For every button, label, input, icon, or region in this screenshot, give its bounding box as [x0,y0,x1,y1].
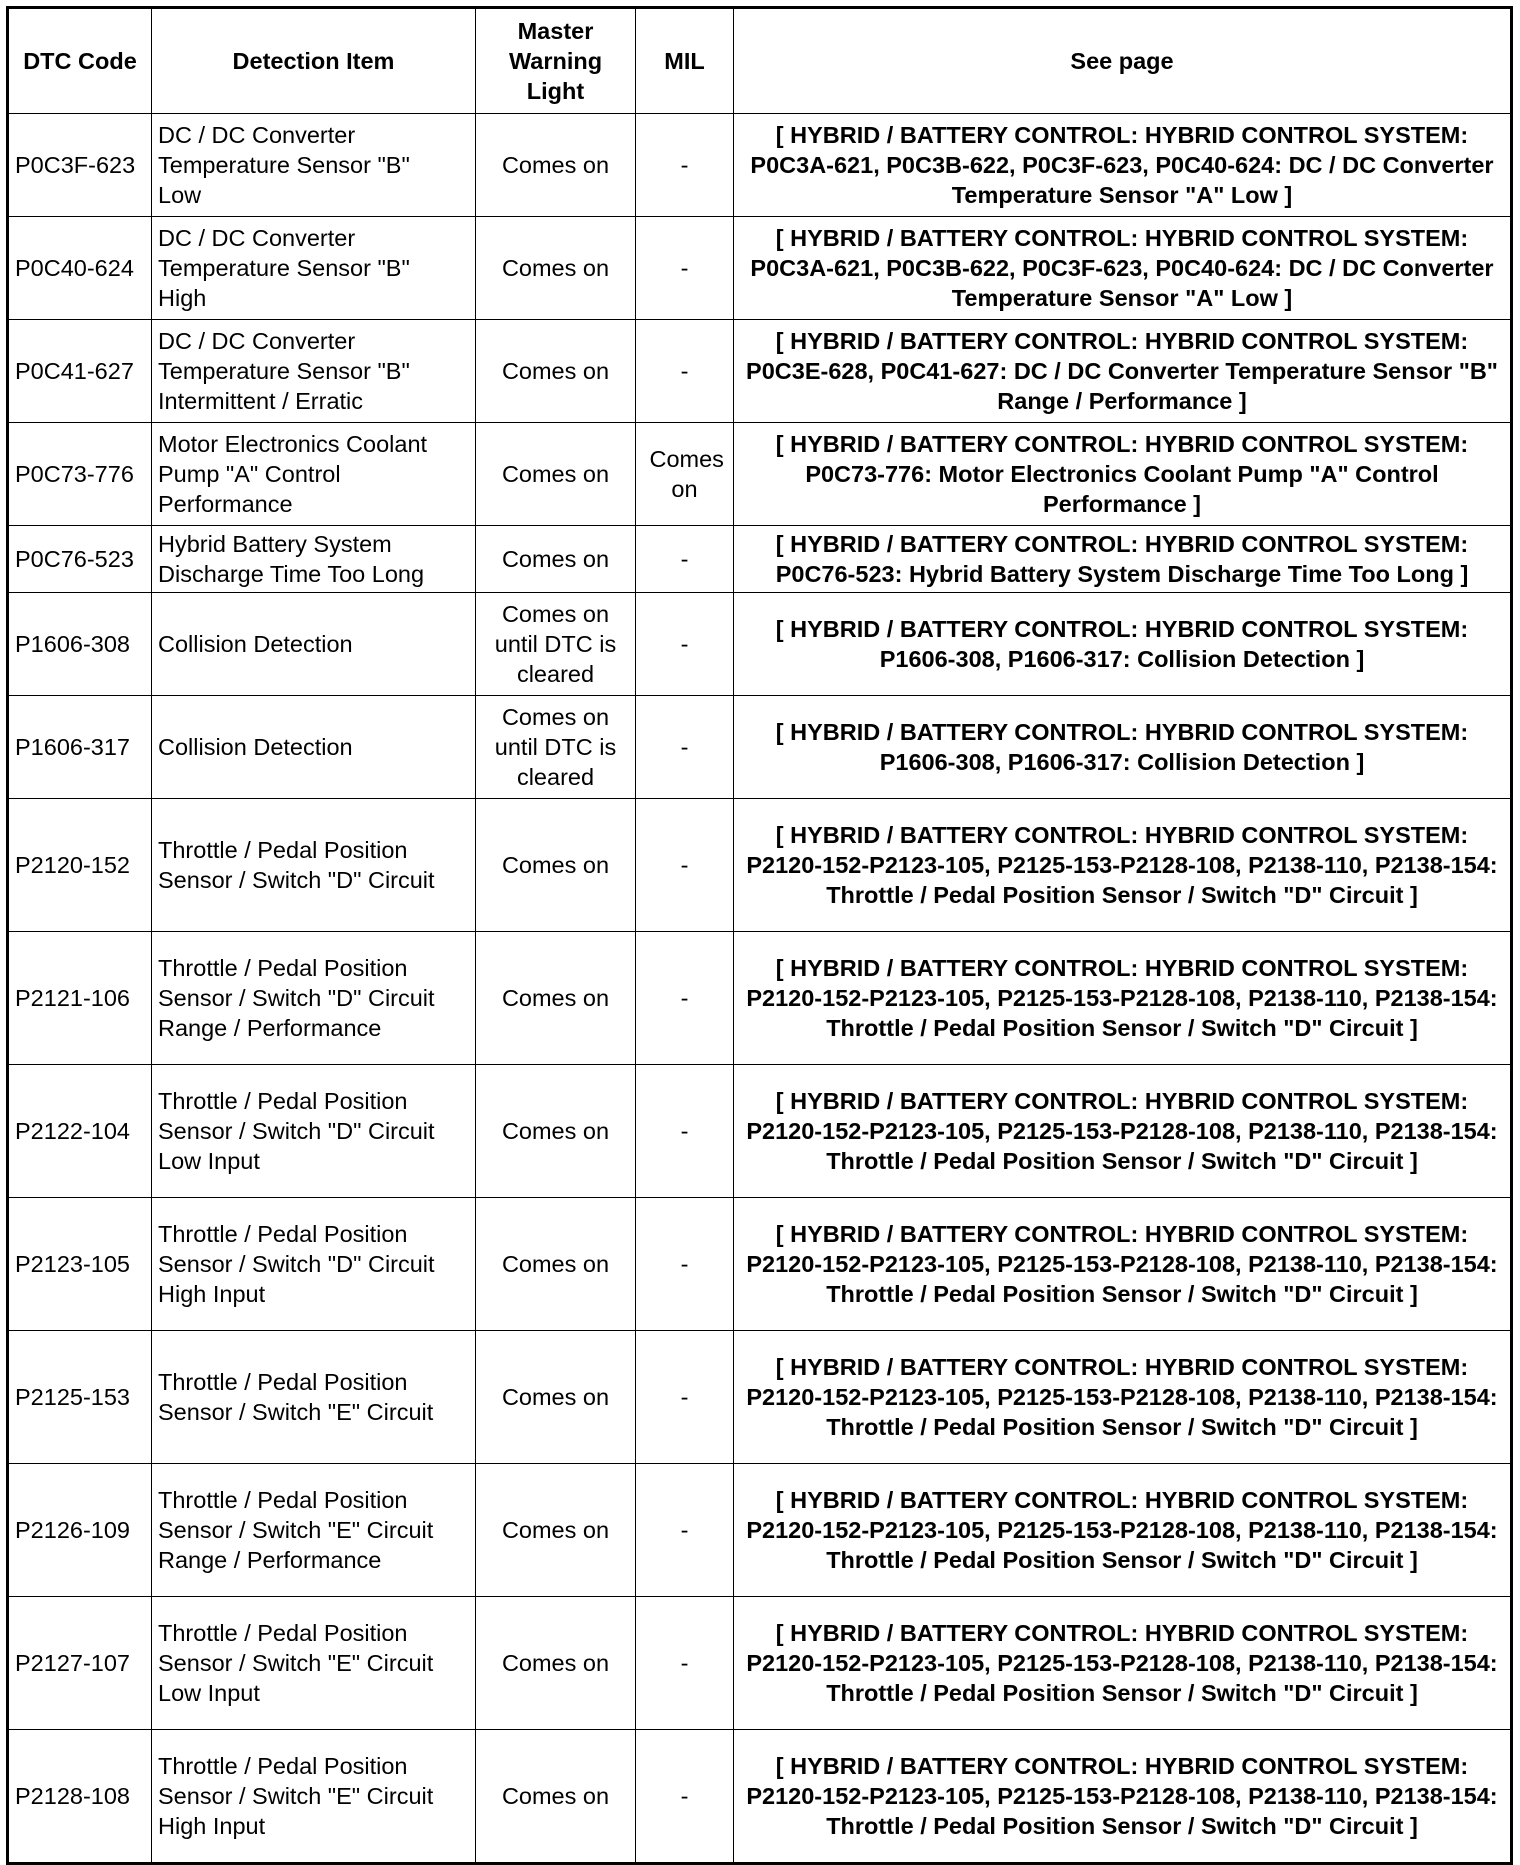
table-row [8,320,1512,423]
dtc-code-cell: P0C41-627 [8,320,152,423]
see-page-link[interactable]: [ HYBRID / BATTERY CONTROL: HYBRID CONTROL SYSTEM: P0C73-776: Motor Electronics Coolant Pump "A" Control Performance ] [734,423,1512,526]
detection-item-line: Sensor / Switch "E" Circuit [158,1517,434,1543]
detection-item-cell [152,423,476,526]
detection-item-cell [152,1065,476,1198]
detection-item-line: DC / DC Converter [158,225,356,251]
detection-item-cell [152,799,476,932]
table-row [8,1597,1512,1730]
detection-item-line: DC / DC Converter [158,328,356,354]
detection-item-line: Throttle / Pedal Position [158,1088,408,1114]
master-warning-light-label: Comes on until DTC is cleared [494,704,617,790]
header-dtc-code: DTC Code [8,8,152,114]
table-row [8,1331,1512,1464]
dtc-code-cell: P0C40-624 [8,217,152,320]
detection-item-line: Hybrid Battery System [158,531,392,557]
table-row [8,1464,1512,1597]
detection-item-line: Sensor / Switch "D" Circuit [158,1118,435,1144]
dtc-code-cell: P0C73-776 [8,423,152,526]
see-page-link[interactable]: [ HYBRID / BATTERY CONTROL: HYBRID CONTROL SYSTEM: P1606-308, P1606-317: Collision Detection ] [734,696,1512,799]
mil-cell: - [636,1464,734,1597]
detection-item-cell [152,114,476,217]
detection-item-cell [152,932,476,1065]
detection-item-cell [152,1464,476,1597]
see-page-link[interactable]: [ HYBRID / BATTERY CONTROL: HYBRID CONTROL SYSTEM: P2120-152-P2123-105, P2125-153-P2128-108, P2138-110, P2138-154: Throttle / Pedal Position Sensor / Switch "D" Circuit ] [734,1597,1512,1730]
see-page-link[interactable]: [ HYBRID / BATTERY CONTROL: HYBRID CONTROL SYSTEM: P2120-152-P2123-105, P2125-153-P2128-108, P2138-110, P2138-154: Throttle / Pedal Position Sensor / Switch "D" Circuit ] [734,1331,1512,1464]
master-warning-light-cell: Comes on [476,1464,636,1597]
see-page-link[interactable]: [ HYBRID / BATTERY CONTROL: HYBRID CONTROL SYSTEM: P2120-152-P2123-105, P2125-153-P2128-108, P2138-110, P2138-154: Throttle / Pedal Position Sensor / Switch "D" Circuit ] [734,1198,1512,1331]
detection-item-line: Low [158,182,202,208]
mil-cell-label: Comes on [649,446,724,502]
master-warning-light-cell: Comes on [476,799,636,932]
see-page-link[interactable]: [ HYBRID / BATTERY CONTROL: HYBRID CONTROL SYSTEM: P0C3A-621, P0C3B-622, P0C3F-623, P0C40-624: DC / DC Converter Temperature Sensor "A" Low ] [734,217,1512,320]
table-body [8,114,1512,1864]
dtc-code-cell: P2125-153 [8,1331,152,1464]
dtc-code-cell: P2123-105 [8,1198,152,1331]
table-row [8,1065,1512,1198]
header-mil: MIL [636,8,734,114]
detection-item-cell [152,526,476,593]
table-row [8,114,1512,217]
mil-cell: - [636,696,734,799]
detection-item-line: Throttle / Pedal Position [158,1620,408,1646]
detection-item-line: High [158,285,207,311]
detection-item-line: High Input [158,1281,266,1307]
table-row [8,217,1512,320]
dtc-code-cell: P2127-107 [8,1597,152,1730]
header-master-warning-light-label: Master Warning Light [508,18,603,104]
detection-item-line: Collision Detection [158,631,353,657]
detection-item-line: Collision Detection [158,734,353,760]
detection-item-line: Pump "A" Control [158,461,341,487]
dtc-code-cell: P2120-152 [8,799,152,932]
table-row [8,526,1512,593]
mil-cell: - [636,1597,734,1730]
detection-item-line: Low Input [158,1148,260,1174]
detection-item-line: Range / Performance [158,1547,382,1573]
see-page-link[interactable]: [ HYBRID / BATTERY CONTROL: HYBRID CONTROL SYSTEM: P2120-152-P2123-105, P2125-153-P2128-108, P2138-110, P2138-154: Throttle / Pedal Position Sensor / Switch "D" Circuit ] [734,932,1512,1065]
master-warning-light-cell: Comes on [476,1198,636,1331]
detection-item-line: Temperature Sensor "B" [158,358,410,384]
mil-cell: - [636,526,734,593]
table-row [8,1730,1512,1864]
see-page-link[interactable]: [ HYBRID / BATTERY CONTROL: HYBRID CONTROL SYSTEM: P0C3E-628, P0C41-627: DC / DC Converter Temperature Sensor "B" Range / Performance ] [734,320,1512,423]
detection-item-line: Sensor / Switch "E" Circuit [158,1650,434,1676]
master-warning-light-cell: Comes on [476,114,636,217]
header-master-warning-light [476,8,636,114]
see-page-link[interactable]: [ HYBRID / BATTERY CONTROL: HYBRID CONTROL SYSTEM: P2120-152-P2123-105, P2125-153-P2128-108, P2138-110, P2138-154: Throttle / Pedal Position Sensor / Switch "D" Circuit ] [734,799,1512,932]
see-page-link[interactable]: [ HYBRID / BATTERY CONTROL: HYBRID CONTROL SYSTEM: P1606-308, P1606-317: Collision Detection ] [734,593,1512,696]
dtc-code-cell: P0C3F-623 [8,114,152,217]
mil-cell [636,423,734,526]
table-row [8,696,1512,799]
header-see-page: See page [734,8,1512,114]
master-warning-light-cell [476,593,636,696]
dtc-code-cell: P1606-308 [8,593,152,696]
detection-item-cell [152,1597,476,1730]
detection-item-line: Temperature Sensor "B" [158,152,410,178]
table-row [8,799,1512,932]
header-detection-item: Detection Item [152,8,476,114]
header-row [8,8,1512,114]
detection-item-line: Temperature Sensor "B" [158,255,410,281]
table-row [8,423,1512,526]
dtc-code-cell: P2128-108 [8,1730,152,1864]
detection-item-cell [152,696,476,799]
detection-item-cell [152,593,476,696]
master-warning-light-cell: Comes on [476,932,636,1065]
mil-cell: - [636,1331,734,1464]
table-header [8,8,1512,114]
dtc-code-cell: P2122-104 [8,1065,152,1198]
master-warning-light-cell: Comes on [476,1730,636,1864]
mil-cell: - [636,217,734,320]
see-page-link[interactable]: [ HYBRID / BATTERY CONTROL: HYBRID CONTROL SYSTEM: P2120-152-P2123-105, P2125-153-P2128-108, P2138-110, P2138-154: Throttle / Pedal Position Sensor / Switch "D" Circuit ] [734,1065,1512,1198]
detection-item-line: DC / DC Converter [158,122,356,148]
table-row [8,932,1512,1065]
detection-item-cell [152,320,476,423]
detection-item-line: Performance [158,491,293,517]
detection-item-line: Throttle / Pedal Position [158,837,408,863]
detection-item-line: Motor Electronics Coolant [158,431,428,457]
mil-cell: - [636,1198,734,1331]
mil-cell: - [636,114,734,217]
detection-item-line: Sensor / Switch "E" Circuit [158,1783,434,1809]
detection-item-line: Intermittent / Erratic [158,388,364,414]
see-page-link[interactable]: [ HYBRID / BATTERY CONTROL: HYBRID CONTROL SYSTEM: P0C76-523: Hybrid Battery System Discharge Time Too Long ] [734,526,1512,593]
mil-cell: - [636,320,734,423]
mil-cell: - [636,932,734,1065]
detection-item-line: Sensor / Switch "D" Circuit [158,985,435,1011]
see-page-link[interactable]: [ HYBRID / BATTERY CONTROL: HYBRID CONTROL SYSTEM: P2120-152-P2123-105, P2125-153-P2128-108, P2138-110, P2138-154: Throttle / Pedal Position Sensor / Switch "D" Circuit ] [734,1464,1512,1597]
master-warning-light-cell: Comes on [476,1597,636,1730]
dtc-code-cell: P1606-317 [8,696,152,799]
detection-item-line: Sensor / Switch "E" Circuit [158,1399,434,1425]
table-row [8,593,1512,696]
dtc-code-cell: P0C76-523 [8,526,152,593]
master-warning-light-cell: Comes on [476,526,636,593]
table-row [8,1198,1512,1331]
detection-item-line: Sensor / Switch "D" Circuit [158,867,435,893]
mil-cell: - [636,1065,734,1198]
detection-item-line: Discharge Time Too Long [158,561,425,587]
detection-item-line: Low Input [158,1680,260,1706]
mil-cell: - [636,799,734,932]
see-page-link[interactable]: [ HYBRID / BATTERY CONTROL: HYBRID CONTROL SYSTEM: P2120-152-P2123-105, P2125-153-P2128-108, P2138-110, P2138-154: Throttle / Pedal Position Sensor / Switch "D" Circuit ] [734,1730,1512,1864]
detection-item-line: High Input [158,1813,266,1839]
dtc-code-cell: P2121-106 [8,932,152,1065]
master-warning-light-cell: Comes on [476,1065,636,1198]
master-warning-light-cell [476,696,636,799]
detection-item-cell [152,1331,476,1464]
master-warning-light-cell: Comes on [476,423,636,526]
dtc-code-cell: P2126-109 [8,1464,152,1597]
detection-item-line: Throttle / Pedal Position [158,1221,408,1247]
detection-item-cell [152,1198,476,1331]
detection-item-line: Throttle / Pedal Position [158,1487,408,1513]
master-warning-light-cell: Comes on [476,320,636,423]
detection-item-line: Throttle / Pedal Position [158,1369,408,1395]
detection-item-line: Throttle / Pedal Position [158,955,408,981]
master-warning-light-cell: Comes on [476,217,636,320]
detection-item-line: Sensor / Switch "D" Circuit [158,1251,435,1277]
see-page-link[interactable]: [ HYBRID / BATTERY CONTROL: HYBRID CONTROL SYSTEM: P0C3A-621, P0C3B-622, P0C3F-623, P0C40-624: DC / DC Converter Temperature Sensor "A" Low ] [734,114,1512,217]
mil-cell: - [636,1730,734,1864]
detection-item-cell [152,217,476,320]
master-warning-light-cell: Comes on [476,1331,636,1464]
master-warning-light-label: Comes on until DTC is cleared [494,601,617,687]
detection-item-line: Range / Performance [158,1015,382,1041]
dtc-table [6,6,1513,1865]
detection-item-line: Throttle / Pedal Position [158,1753,408,1779]
detection-item-cell [152,1730,476,1864]
mil-cell: - [636,593,734,696]
